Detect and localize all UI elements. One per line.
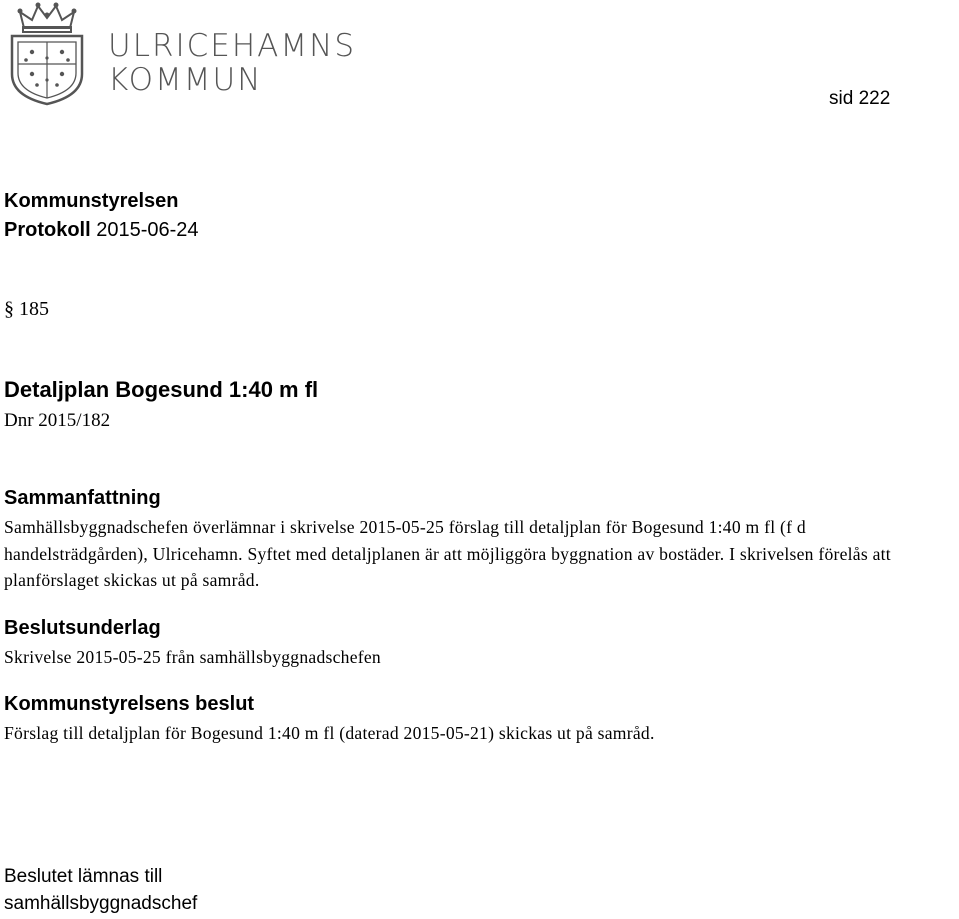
sent-to-label: Beslutet lämnas till bbox=[4, 866, 163, 887]
page-title: Detaljplan Bogesund 1:40 m fl bbox=[4, 377, 319, 402]
sent-to-recipient: samhällsbyggnadschef bbox=[4, 893, 198, 914]
decision-text: Förslag till detaljplan för Bogesund 1:40 m fl (daterad 2015-05-21) skickas ut på samråd. bbox=[4, 723, 655, 743]
protocol-date: 2015-06-24 bbox=[96, 219, 199, 241]
organization-name: Kommunstyrelsen bbox=[4, 190, 179, 212]
logo-text-line1: ULRICEHAMNS bbox=[108, 28, 357, 64]
protocol-line bbox=[4, 219, 199, 242]
page-number: sid 222 bbox=[829, 88, 891, 109]
paragraph-number: § 185 bbox=[4, 298, 49, 320]
logo-text-line2: KOMMUN bbox=[108, 62, 263, 98]
summary-text: Samhällsbyggnadschefen överlämnar i skrivelse 2015-05-25 förslag till detaljplan för Bogesund 1:40 m fl (f d handelsträdgården), Ulricehamn. Syftet med detaljplanen är att möjliggöra byggnation av bostäder. I skrivelsen förelås att planförslaget skickas ut på samråd. bbox=[4, 517, 891, 590]
decision-heading: Kommunstyrelsens beslut bbox=[4, 693, 255, 715]
diary-number: Dnr 2015/182 bbox=[4, 410, 111, 431]
basis-heading: Beslutsunderlag bbox=[4, 617, 161, 639]
summary-heading: Sammanfattning bbox=[4, 487, 161, 509]
protocol-label: Protokoll bbox=[4, 219, 91, 241]
coat-of-arms-icon bbox=[4, 2, 90, 106]
basis-text: Skrivelse 2015-05-25 från samhällsbyggnadschefen bbox=[4, 647, 381, 667]
